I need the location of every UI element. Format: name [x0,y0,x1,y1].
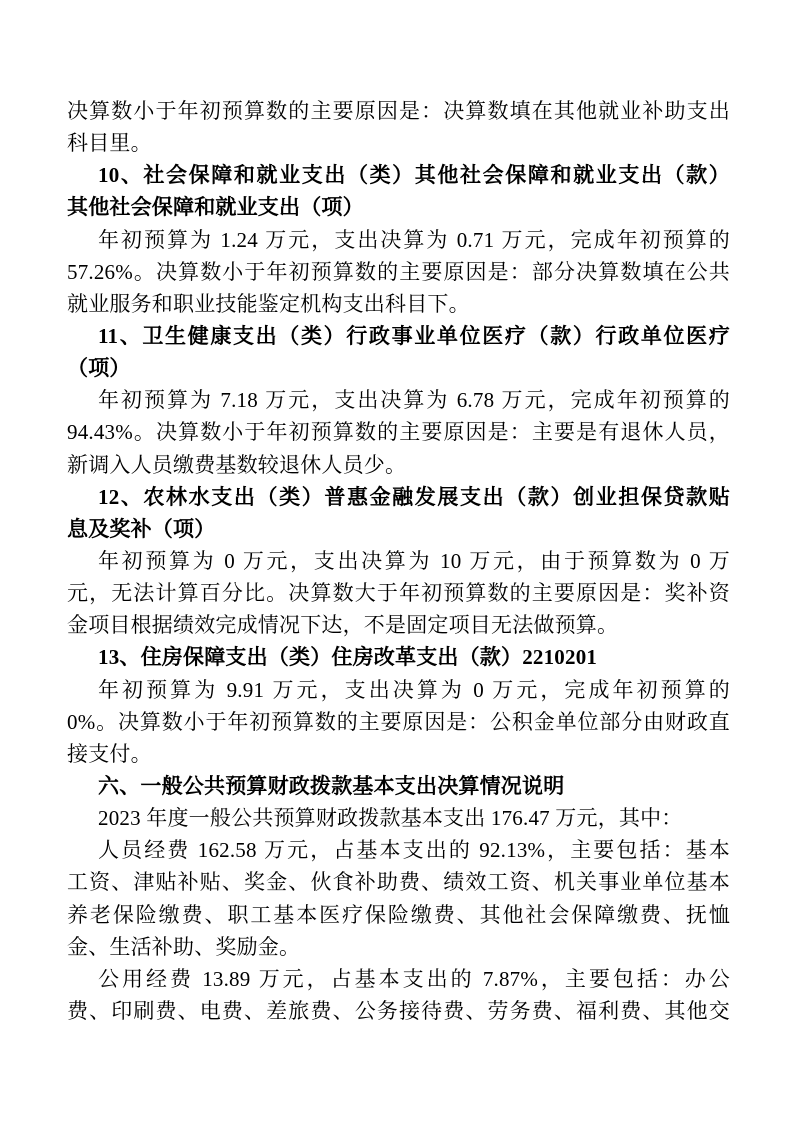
body-text-line: 费、印刷费、电费、差旅费、公务接待费、劳务费、福利费、其他交 [67,998,730,1023]
heading-line: 11、卫生健康支出（类）行政事业单位医疗（款）行政单位医疗 [98,323,730,348]
body-text-line: 0%。决算数小于年初预算数的主要原因是：公积金单位部分由财政直 [67,709,730,734]
body-text-line: 新调入人员缴费基数较退休人员少。 [67,452,407,477]
body-text-line: 元，无法计算百分比。决算数大于年初预算数的主要原因是：奖补资 [67,581,730,606]
body-text-line: 年初预算为 7.18 万元，支出决算为 6.78 万元，完成年初预算的 [98,388,730,413]
body-text-line: 57.26%。决算数小于年初预算数的主要原因是：部分决算数填在公共 [67,259,730,284]
body-text-line: 94.43%。决算数小于年初预算数的主要原因是：主要是有退休人员， [67,420,730,445]
body-text-line: 工资、津贴补贴、奖金、伙食补助费、绩效工资、机关事业单位基本 [67,870,730,895]
body-text-line: 公用经费 13.89 万元，占基本支出的 7.87%，主要包括：办公 [98,966,730,991]
heading-line: 12、农林水支出（类）普惠金融发展支出（款）创业担保贷款贴 [98,484,730,509]
body-text-line: 金、生活补助、奖励金。 [67,934,301,959]
heading-line: 10、社会保障和就业支出（类）其他社会保障和就业支出（款） [98,163,730,188]
body-text-line: 养老保险缴费、职工基本医疗保险缴费、其他社会保障缴费、抚恤 [67,902,730,927]
heading-line: 13、住房保障支出（类）住房改革支出（款）2210201 [98,645,598,670]
body-text-line: 决算数小于年初预算数的主要原因是：决算数填在其他就业补助支出 [67,99,730,123]
body-text-line: 2023 年度一般公共预算财政拨款基本支出 176.47 万元，其中： [98,806,683,831]
body-text-line: 年初预算为 0 万元，支出决算为 10 万元，由于预算数为 0 万 [98,548,730,573]
body-text-line: 金项目根据绩效完成情况下达，不是固定项目无法做预算。 [67,613,619,638]
heading-line: （项） [67,356,131,381]
document-lines [67,95,730,1027]
body-text-line: 科目里。 [67,131,152,156]
body-text-line: 就业服务和职业技能鉴定机构支出科目下。 [67,291,470,316]
heading-line: 其他社会保障和就业支出（项） [67,195,364,220]
body-text-line: 人员经费 162.58 万元，占基本支出的 92.13%，主要包括：基本 [98,838,730,863]
body-text-line: 年初预算为 9.91 万元，支出决算为 0 万元，完成年初预算的 [98,677,730,702]
heading-line: 六、一般公共预算财政拨款基本支出决算情况说明 [98,773,565,798]
body-text-line: 接支付。 [67,741,152,766]
body-text-line: 年初预算为 1.24 万元，支出决算为 0.71 万元，完成年初预算的 [98,227,730,252]
heading-line: 息及奖补（项） [67,516,216,541]
